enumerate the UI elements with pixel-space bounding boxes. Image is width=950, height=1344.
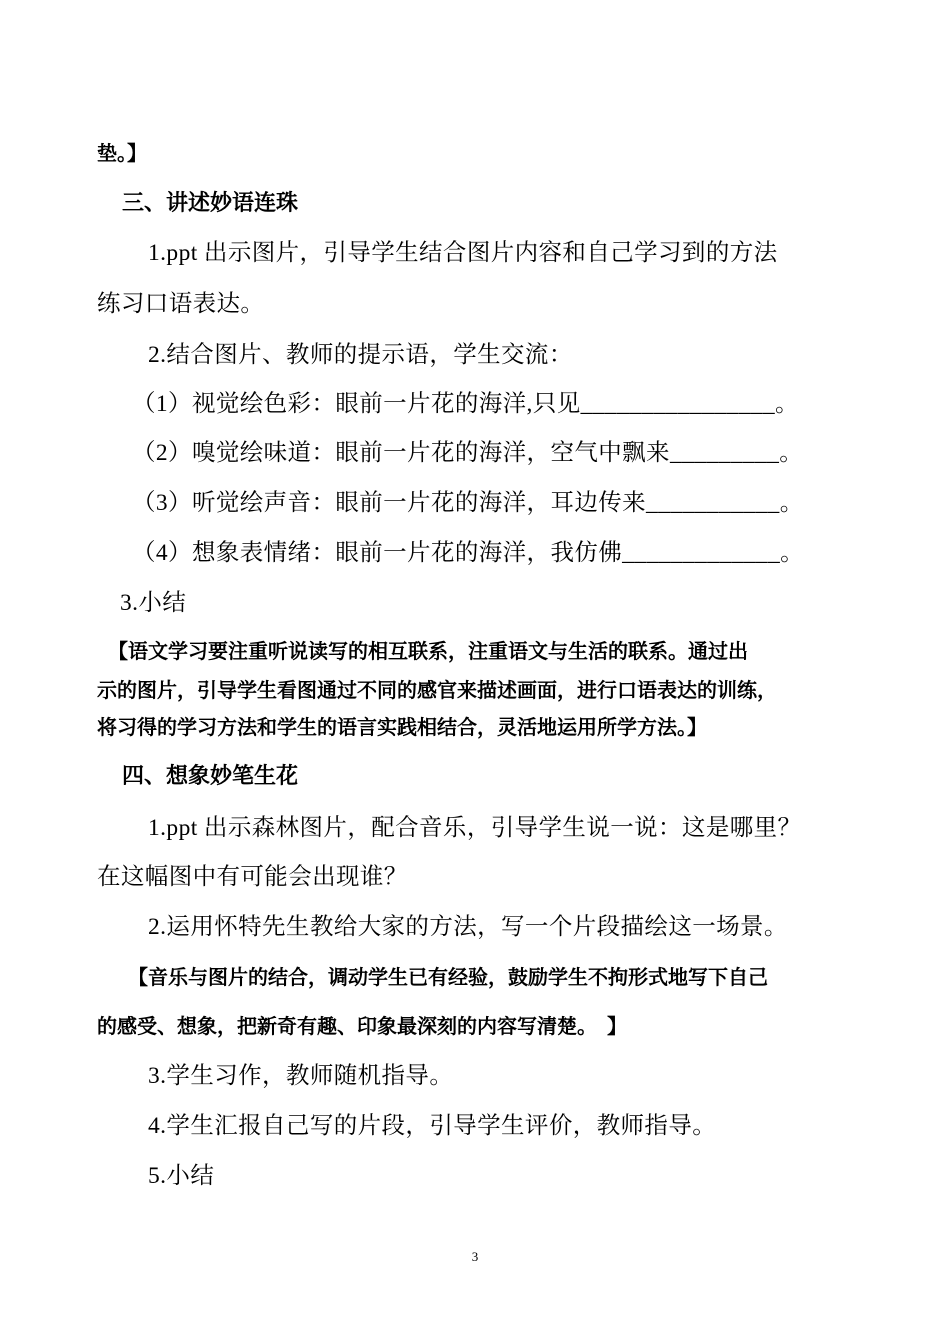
paragraph: 练习口语表达。 [97,291,265,317]
paragraph: 1.ppt 出示森林图片，配合音乐，引导学生说一说：这是哪里？ [148,815,802,841]
list-item: （3）听觉绘声音：眼前一片花的海洋，耳边传来___________。 [132,490,804,516]
list-item: （4）想象表情绪：眼前一片花的海洋，我仿佛_____________。 [132,540,804,566]
note-line: 【音乐与图片的结合，调动学生已有经验，鼓励学生不拘形式地写下自己 [128,965,768,989]
paragraph: 5.小结 [148,1163,215,1189]
paragraph-note-end: 垫。】 [97,141,147,165]
list-item: （1）视觉绘色彩：眼前一片花的海洋,只见________________。 [132,391,799,417]
note-line: 【语文学习要注重听说读写的相互联系，注重语文与生活的联系。通过出 [108,639,748,663]
paragraph: 在这幅图中有可能会出现谁？ [97,864,408,890]
list-item: （2）嗅觉绘味道：眼前一片花的海洋，空气中飘来_________。 [132,440,804,466]
paragraph: 4.学生汇报自己写的片段，引导学生评价，教师指导。 [148,1113,717,1139]
note-line: 的感受、想象，把新奇有趣、印象最深刻的内容写清楚。 】 [97,1014,627,1038]
paragraph: 2.结合图片、教师的提示语，学生交流： [148,342,573,368]
note-line: 示的图片，引导学生看图通过不同的感官来描述画面，进行口语表达的训练， [97,678,777,702]
page-number: 3 [471,1249,479,1264]
section-heading-4: 四、想象妙笔生花 [122,764,299,789]
paragraph: 3.小结 [120,590,187,616]
section-heading-3: 三、讲述妙语连珠 [122,191,299,216]
paragraph: 2.运用怀特先生教给大家的方法，写一个片段描绘这一场景。 [148,914,788,940]
note-line: 将习得的学习方法和学生的语言实践相结合，灵活地运用所学方法。】 [97,715,707,739]
paragraph: 3.学生习作，教师随机指导。 [148,1063,454,1089]
paragraph: 1.ppt 出示图片，引导学生结合图片内容和自己学习到的方法 [148,240,778,266]
